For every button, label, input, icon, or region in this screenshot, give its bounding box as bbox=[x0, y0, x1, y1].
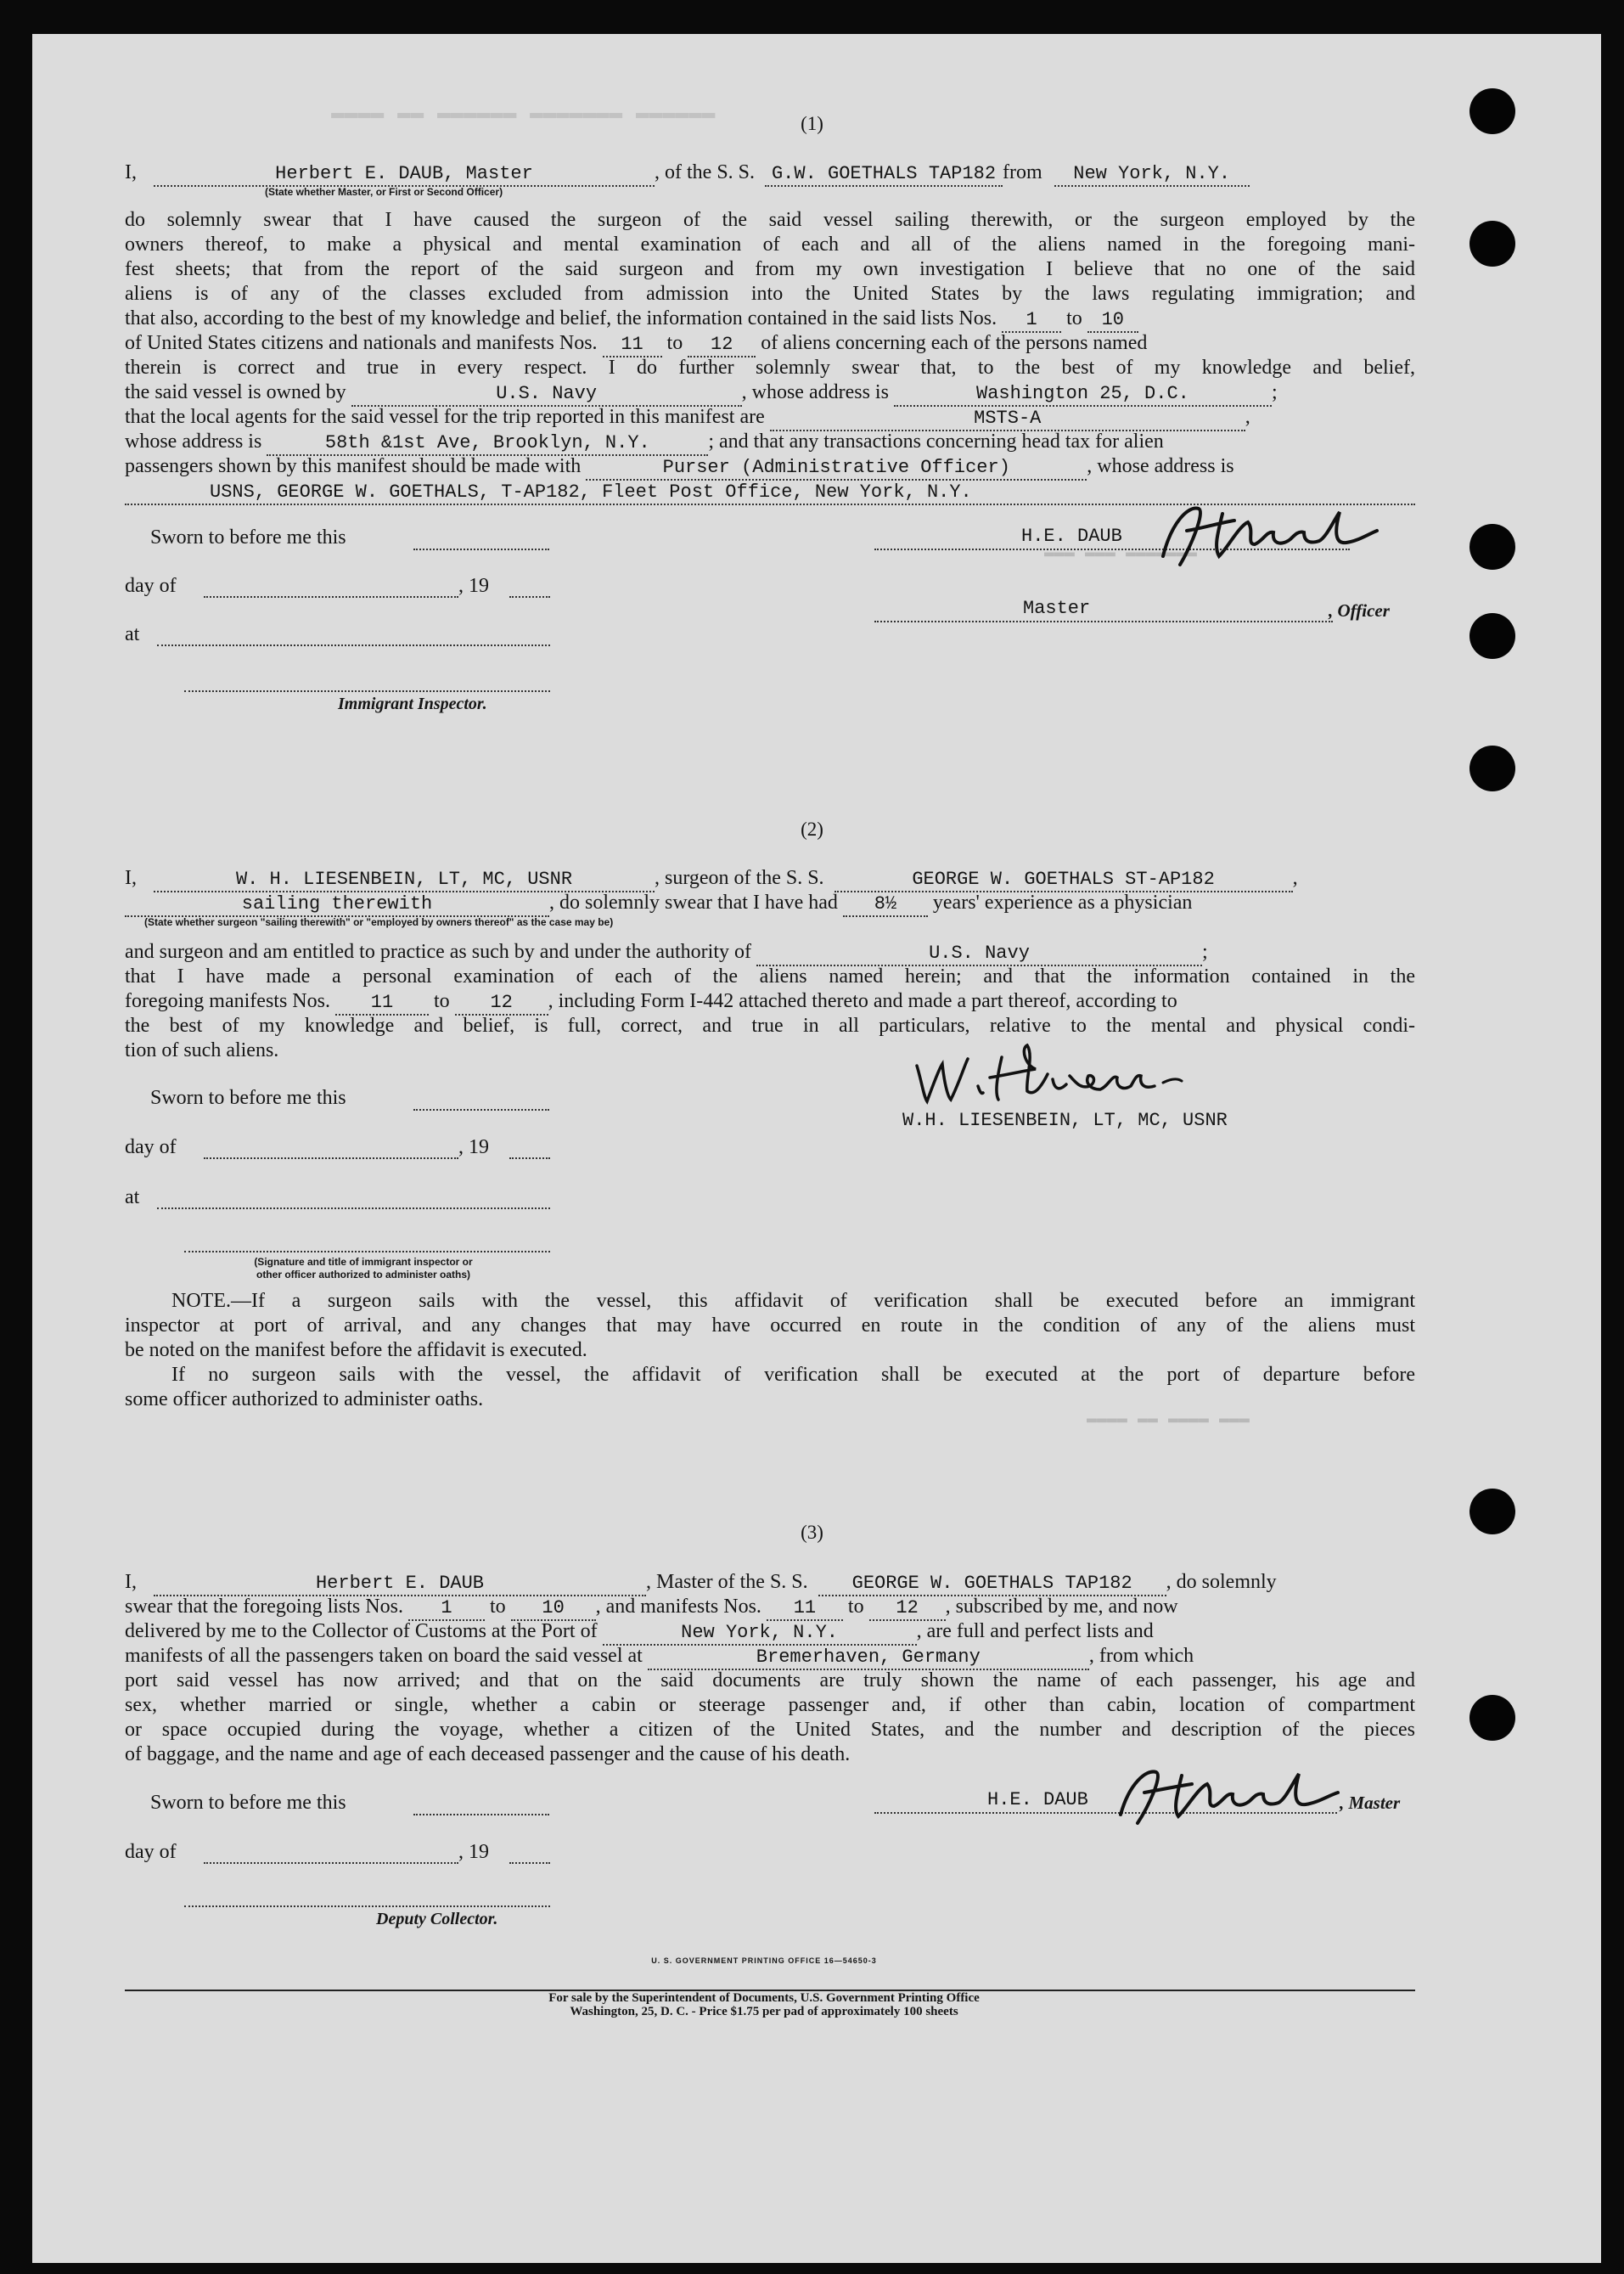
collector-oath-line: sex, whether married or single, whether a cabin or steerage passenger and, if other than cabin, location of compartment bbox=[125, 1694, 1415, 1716]
master-signature bbox=[1104, 1762, 1358, 1830]
master-oath-line-1: I, Herbert E. DAUB, Master , of the S. S. G.W. GOETHALS TAP182 from New York, N.Y. bbox=[125, 160, 1415, 187]
punch-hole bbox=[1469, 221, 1515, 267]
lists-to-field: 10 bbox=[511, 1597, 596, 1621]
surgeon-oath-line: the best of my knowledge and belief, is full, correct, and true in all particulars, relative to the mental and physical condi- bbox=[125, 1015, 1415, 1037]
sale-notice-2: Washington, 25, D. C. - Price $1.75 per pad of approximately 100 sheets bbox=[570, 2005, 958, 2018]
sailing-field: sailing therewith bbox=[125, 893, 549, 917]
surgeon-vessel-field: GEORGE W. GOETHALS ST-AP182 bbox=[834, 869, 1293, 892]
blank-line bbox=[204, 595, 458, 598]
blank-line bbox=[509, 1861, 550, 1864]
punch-hole bbox=[1469, 1695, 1515, 1741]
bleed-through-text: ▬▬▬▬ ▬▬ ▬▬▬▬ ▬▬▬ bbox=[1087, 1410, 1250, 1429]
day-of-label: day of bbox=[125, 1841, 177, 1863]
blank-line bbox=[413, 548, 549, 550]
oath-text-line: that also, according to the best of my knowledge and belief, the information contained in the said lists Nos. 1 to 10 bbox=[125, 307, 1415, 333]
manifests-to-field: 12 bbox=[688, 334, 756, 357]
departure-port-field: New York, N.Y. bbox=[1054, 163, 1250, 187]
master-name-field: Herbert E. DAUB bbox=[154, 1573, 646, 1596]
lists-from-field: 1 bbox=[408, 1597, 485, 1621]
surgeon-typed-name: W.H. LIESENBEIN, LT, MC, USNR bbox=[902, 1110, 1228, 1131]
collector-oath-line: of baggage, and the name and age of each deceased passenger and the cause of his death. bbox=[125, 1743, 851, 1765]
sworn-label: Sworn to before me this bbox=[150, 1087, 346, 1109]
surgeon-oath-line: foregoing manifests Nos. 11 to 12 , including Form I-442 attached thereto and made a part thereof, according to bbox=[125, 989, 1415, 1016]
at-label: at bbox=[125, 1186, 140, 1208]
blank-line bbox=[509, 1157, 550, 1159]
blank-line bbox=[184, 1905, 550, 1907]
purser-address-field: USNS, GEORGE W. GOETHALS, T-AP182, Fleet Post Office, New York, N.Y. bbox=[125, 481, 1415, 505]
surgeon-oath-line: tion of such aliens. bbox=[125, 1039, 279, 1061]
manifests-to-field: 12 bbox=[869, 1597, 946, 1621]
local-agents-field: MSTS-A bbox=[770, 408, 1245, 431]
surgeon-oath-line-2: sailing therewith , do solemnly swear that I have had 8½ years' experience as a physician bbox=[125, 891, 1415, 917]
surgeon-oath-line: that I have made a personal examination of each of the aliens named herein; and that the information contained in the bbox=[125, 965, 1415, 988]
oath-text-line: aliens is of any of the classes excluded from admission into the United States by the laws regulating immigration; and bbox=[125, 283, 1415, 305]
blank-line bbox=[204, 1157, 458, 1159]
manifests-to-field: 12 bbox=[455, 992, 548, 1016]
collector-oath-line: port said vessel has now arrived; and that on the said documents are truly shown the name of each passenger, his age and bbox=[125, 1669, 1415, 1691]
collector-oath-line: or space occupied during the voyage, whether a citizen of the United States, and the number and description of the pieces bbox=[125, 1719, 1415, 1741]
year-label: , 19 bbox=[458, 1136, 489, 1158]
oath-text-line: passengers shown by this manifest should be made with Purser (Administrative Officer) , whose address is bbox=[125, 454, 1415, 481]
note-line: inspector at port of arrival, and any changes that may have occurred en route in the condition of any of the aliens must bbox=[125, 1314, 1415, 1337]
manifests-from-field: 11 bbox=[603, 334, 662, 357]
signature-line bbox=[874, 620, 1333, 622]
lists-from-field: 1 bbox=[1002, 309, 1061, 333]
punch-hole bbox=[1469, 524, 1515, 570]
lists-to-field: 10 bbox=[1087, 309, 1138, 333]
blank-line bbox=[413, 1813, 549, 1815]
collector-oath-line: manifests of all the passengers taken on board the said vessel at Bremerhaven, Germany , from which bbox=[125, 1644, 1415, 1670]
blank-line bbox=[157, 644, 550, 646]
oath-text-line: whose address is 58th &1st Ave, Brooklyn, N.Y. ; and that any transactions concerning head tax for alien bbox=[125, 430, 1415, 456]
punch-hole bbox=[1469, 746, 1515, 791]
master-title: Master bbox=[1023, 598, 1091, 619]
oath-text-line: the said vessel is owned by U.S. Navy , whose address is Washington 25, D.C. ; bbox=[125, 380, 1415, 407]
note-line: If no surgeon sails with the vessel, the affidavit of verification shall be executed at the port of departure before bbox=[171, 1364, 1415, 1386]
master-typed-name: H.E. DAUB bbox=[1021, 526, 1122, 547]
year-label: , 19 bbox=[458, 1841, 489, 1863]
owner-field: U.S. Navy bbox=[351, 383, 742, 407]
surgeon-name-field: W. H. LIESENBEIN, LT, MC, USNR bbox=[154, 869, 655, 892]
surgeon-oath-line-1: I, W. H. LIESENBEIN, LT, MC, USNR , surgeon of the S. S. GEORGE W. GOETHALS ST-AP182 , bbox=[125, 866, 1415, 892]
master-typed-name: H.E. DAUB bbox=[987, 1789, 1088, 1810]
note-line: NOTE.—If a surgeon sails with the vessel, this affidavit of verification shall be executed before an immigrant bbox=[171, 1290, 1415, 1312]
owner-address-field: Washington 25, D.C. bbox=[894, 383, 1272, 407]
day-of-label: day of bbox=[125, 1136, 177, 1158]
authority-field: U.S. Navy bbox=[756, 943, 1202, 966]
blank-line bbox=[184, 1250, 550, 1252]
sailing-field-note: (State whether surgeon "sailing therewith" or "employed by owners thereof" as the case may be) bbox=[144, 916, 614, 928]
surgeon-signature bbox=[908, 1040, 1248, 1117]
oath-text-line: fest sheets; that from the report of the said surgeon and from my own investigation I believe that no one of the said bbox=[125, 258, 1415, 280]
inspector-note-1: (Signature and title of immigrant inspector or bbox=[254, 1256, 473, 1268]
blank-line bbox=[157, 1207, 550, 1209]
year-label: , 19 bbox=[458, 575, 489, 597]
collector-oath-line: swear that the foregoing lists Nos. 1 to 10 , and manifests Nos. 11 to 12 , subscribed by me, and now bbox=[125, 1595, 1415, 1621]
vessel-name-field: GEORGE W. GOETHALS TAP182 bbox=[818, 1573, 1166, 1596]
collector-oath-line: I, Herbert E. DAUB , Master of the S. S. GEORGE W. GOETHALS TAP182 , do solemnly bbox=[125, 1570, 1415, 1596]
oath-text-line: owners thereof, to make a physical and mental examination of each and all of the aliens named in the foregoing mani- bbox=[125, 234, 1415, 256]
master-signature bbox=[1146, 497, 1384, 573]
surgeon-oath-line: and surgeon and am entitled to practice as such by and under the authority of U.S. Navy ; bbox=[125, 940, 1415, 966]
punch-hole bbox=[1469, 613, 1515, 659]
gpo-imprint: U. S. GOVERNMENT PRINTING OFFICE 16—54650-3 bbox=[651, 1956, 877, 1965]
master-field-note: (State whether Master, or First or Second Officer) bbox=[265, 186, 503, 198]
sworn-label: Sworn to before me this bbox=[150, 1792, 346, 1814]
vessel-name-field: G.W. GOETHALS TAP182 bbox=[765, 163, 1003, 187]
section-heading-2: (2) bbox=[801, 819, 823, 840]
section-heading-3: (3) bbox=[801, 1522, 823, 1543]
blank-line bbox=[204, 1861, 458, 1864]
officer-label: , Officer bbox=[1329, 600, 1390, 621]
deputy-collector-label: Deputy Collector. bbox=[376, 1910, 498, 1928]
inspector-label: Immigrant Inspector. bbox=[338, 695, 487, 713]
bleed-through-text: ▬▬▬▬ ▬▬ ▬▬▬▬▬▬ ▬▬▬▬▬▬▬ ▬▬▬▬▬▬ bbox=[331, 100, 716, 126]
manifests-from-field: 11 bbox=[767, 1597, 843, 1621]
agent-address-field: 58th &1st Ave, Brooklyn, N.Y. bbox=[267, 432, 708, 456]
note-line: some officer authorized to administer oaths. bbox=[125, 1388, 484, 1410]
oath-text-line: do solemnly swear that I have caused the surgeon of the said vessel sailing therewith, or the surgeon employed by the bbox=[125, 209, 1415, 231]
day-of-label: day of bbox=[125, 575, 177, 597]
sale-notice-1: For sale by the Superintendent of Documents, U.S. Government Printing Office bbox=[548, 1991, 980, 2005]
blank-line bbox=[509, 595, 550, 598]
years-experience-field: 8½ bbox=[843, 893, 928, 917]
section-heading-1: (1) bbox=[801, 113, 823, 134]
purser-field: Purser (Administrative Officer) bbox=[586, 457, 1087, 481]
sworn-label: Sworn to before me this bbox=[150, 526, 346, 549]
oath-text-line: that the local agents for the said vessel for the trip reported in this manifest are MSTS-A , bbox=[125, 405, 1415, 431]
master-label: , Master bbox=[1340, 1793, 1401, 1813]
inspector-note-2: other officer authorized to administer oaths) bbox=[256, 1269, 471, 1281]
master-name-field: Herbert E. DAUB, Master bbox=[154, 163, 655, 187]
arrival-port-field: New York, N.Y. bbox=[603, 1622, 917, 1646]
blank-line bbox=[413, 1108, 549, 1111]
at-label: at bbox=[125, 623, 140, 645]
oath-text-line: therein is correct and true in every respect. I do further solemnly swear that, to the best of my knowledge and belief, bbox=[125, 357, 1415, 379]
manifests-from-field: 11 bbox=[335, 992, 429, 1016]
note-line: be noted on the manifest before the affidavit is executed. bbox=[125, 1339, 587, 1361]
blank-line bbox=[184, 690, 550, 692]
collector-oath-line: delivered by me to the Collector of Customs at the Port of New York, N.Y. , are full and perfect lists and bbox=[125, 1619, 1415, 1646]
departure-port-field: Bremerhaven, Germany bbox=[648, 1646, 1089, 1670]
bleed-through-text: ▬▬▬ ▬▬▬ ▬▬▬▬▬▬▬ bbox=[1044, 543, 1198, 563]
oath-text-line: of United States citizens and nationals and manifests Nos. 11 to 12 of aliens concerning each of the persons named bbox=[125, 331, 1415, 357]
